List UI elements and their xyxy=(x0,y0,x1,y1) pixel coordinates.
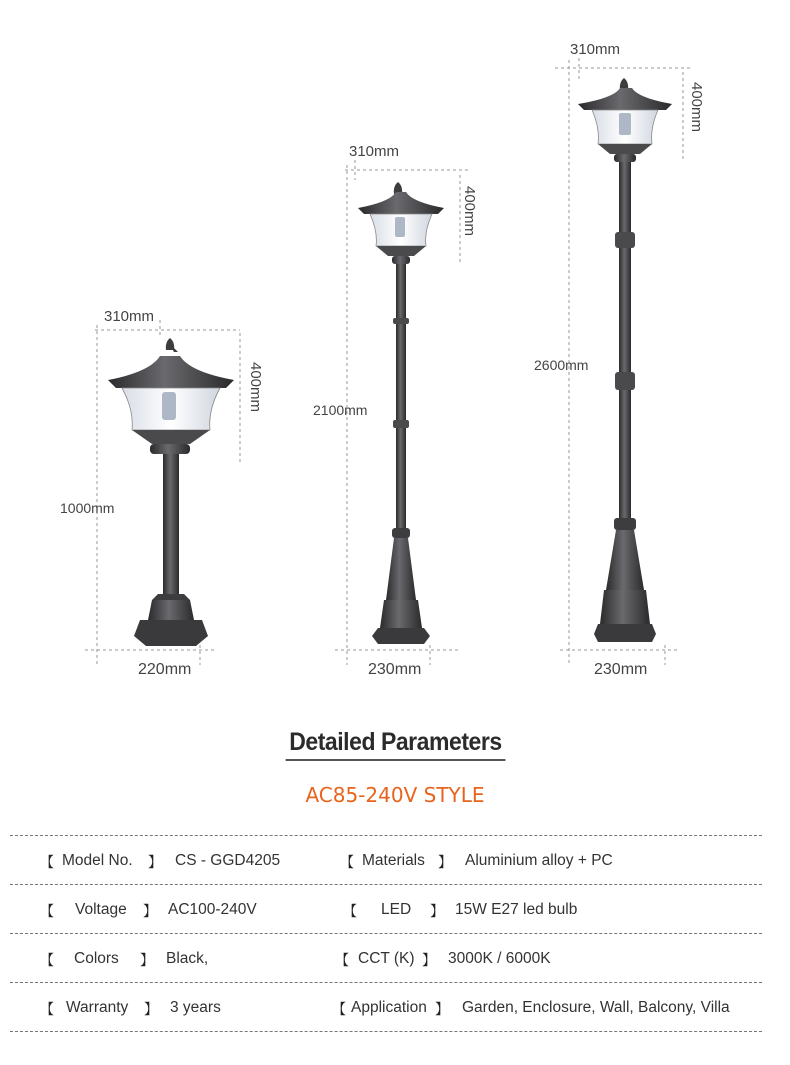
bracket-close: 】 xyxy=(438,855,452,871)
param-value-warranty: 3 years xyxy=(170,999,221,1016)
bracket-open: 【 xyxy=(40,904,54,920)
bracket-close: 】 xyxy=(422,953,436,969)
lamp-short-base-width-label: 220mm xyxy=(138,661,192,678)
param-label-voltage: Voltage xyxy=(75,901,127,918)
param-value-application: Garden, Enclosure, Wall, Balcony, Villa xyxy=(462,999,730,1016)
bracket-open: 【 xyxy=(40,855,54,871)
param-value-cct: 3000K / 6000K xyxy=(448,950,551,967)
param-label-materials: Materials xyxy=(362,852,425,869)
param-value-led: 15W E27 led bulb xyxy=(455,901,578,918)
lamp-medium-head-height-label: 400mm xyxy=(461,186,478,237)
bracket-close: 】 xyxy=(144,1002,158,1018)
lamp-medium-total-height-label: 2100mm xyxy=(313,402,368,418)
lamp-tall-total-height-label: 2600mm xyxy=(534,357,589,373)
bracket-close: 】 xyxy=(143,904,157,920)
param-label-application: Application xyxy=(351,999,427,1016)
table-row xyxy=(10,835,762,884)
param-label-model: Model No. xyxy=(62,852,133,869)
lamp-medium-base-width-label: 230mm xyxy=(368,661,422,678)
param-value-colors: Black, xyxy=(166,950,209,967)
bracket-open: 【 xyxy=(343,904,357,920)
section-heading xyxy=(0,728,790,761)
bracket-open: 【 xyxy=(40,953,54,969)
param-value-materials: Aluminium alloy + PC xyxy=(465,852,613,869)
lamp-tall-width-label: 310mm xyxy=(570,41,621,58)
bracket-close: 】 xyxy=(140,953,154,969)
lamp-short-total-height-label: 1000mm xyxy=(60,500,115,516)
bracket-open: 【 xyxy=(40,1002,54,1018)
bracket-open: 【 xyxy=(332,1002,346,1018)
lamp-short-width-label: 310mm xyxy=(104,308,155,325)
param-value-voltage: AC100-240V xyxy=(168,901,257,918)
bracket-open: 【 xyxy=(335,953,349,969)
param-label-led: LED xyxy=(381,901,412,918)
bracket-open: 【 xyxy=(340,855,354,871)
param-label-cct: CCT (K) xyxy=(358,950,415,967)
param-value-model: CS - GGD4205 xyxy=(175,852,281,869)
lamp-medium-width-label: 310mm xyxy=(349,143,400,160)
lamp-short-head-height-label: 400mm xyxy=(247,362,264,413)
section-subtitle: AC85-240V STYLE xyxy=(305,783,485,807)
table-row xyxy=(10,884,762,933)
lamp-short-drawing xyxy=(85,320,240,665)
lamp-tall-head-height-label: 400mm xyxy=(688,82,705,133)
lamp-tall-base-width-label: 230mm xyxy=(594,661,648,678)
bracket-close: 】 xyxy=(430,904,444,920)
table-row xyxy=(10,933,762,982)
param-label-colors: Colors xyxy=(74,950,119,967)
table-row xyxy=(10,982,762,1032)
section-title: Detailed Parameters xyxy=(285,728,505,761)
bracket-close: 】 xyxy=(435,1002,449,1018)
param-label-warranty: Warranty xyxy=(66,999,129,1016)
parameters-table xyxy=(10,835,762,1032)
bracket-close: 】 xyxy=(148,855,162,871)
